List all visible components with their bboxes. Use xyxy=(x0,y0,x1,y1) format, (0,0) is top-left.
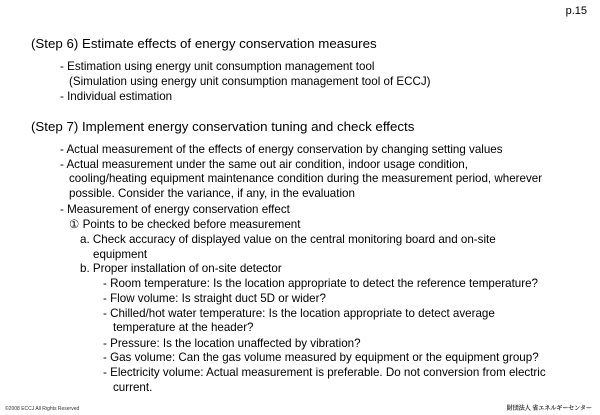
page-number: p.15 xyxy=(565,5,587,17)
step7-line: cooling/heating equipment maintenance condition during the measurement period, wherever xyxy=(69,172,543,185)
step6-line: - Individual estimation xyxy=(60,90,173,103)
organization-logo: 財団法人 省エネルギーセンター xyxy=(506,406,592,412)
step7-line: - Actual measurement under the same out air condition, indoor usage condition, xyxy=(60,158,468,171)
step7-line: equipment xyxy=(93,248,148,261)
step7-line: - Flow volume: Is straight duct 5D or wider? xyxy=(103,292,326,305)
step7-line: a. Check accuracy of displayed value on the central monitoring board and on-site xyxy=(80,233,496,246)
step6-line: (Simulation using energy unit consumption management tool of ECCJ) xyxy=(69,75,431,88)
step7-line: possible. Consider the variance, if any, in the evaluation xyxy=(69,187,355,200)
step7-line: - Electricity volume: Actual measurement is preferable. Do not conversion from electric xyxy=(103,366,546,379)
step7-line: - Chilled/hot water temperature: Is the location appropriate to detect average xyxy=(103,307,495,320)
step7-line: ① Points to be checked before measurement xyxy=(69,218,301,231)
step7-line: temperature at the header? xyxy=(113,321,254,334)
step7-line: b. Proper installation of on-site detector xyxy=(80,262,282,275)
step7-line: current. xyxy=(113,381,153,394)
step7-line: - Pressure: Is the location unaffected by vibration? xyxy=(103,337,361,350)
step7-heading: (Step 7) Implement energy conservation tuning and check effects xyxy=(31,119,415,134)
step7-line: - Actual measurement of the effects of energy conservation by changing setting values xyxy=(60,143,503,156)
step7-line: - Gas volume: Can the gas volume measured by equipment or the equipment group? xyxy=(103,351,539,364)
step6-line: - Estimation using energy unit consumption management tool xyxy=(60,60,375,73)
step6-heading: (Step 6) Estimate effects of energy conservation measures xyxy=(31,36,377,51)
copyright-notice: ©2008 ECCJ All Rights Reserved xyxy=(5,406,80,412)
step7-line: - Measurement of energy conservation effect xyxy=(60,203,290,216)
step7-line: - Room temperature: Is the location appropriate to detect the reference temperature? xyxy=(103,277,539,290)
